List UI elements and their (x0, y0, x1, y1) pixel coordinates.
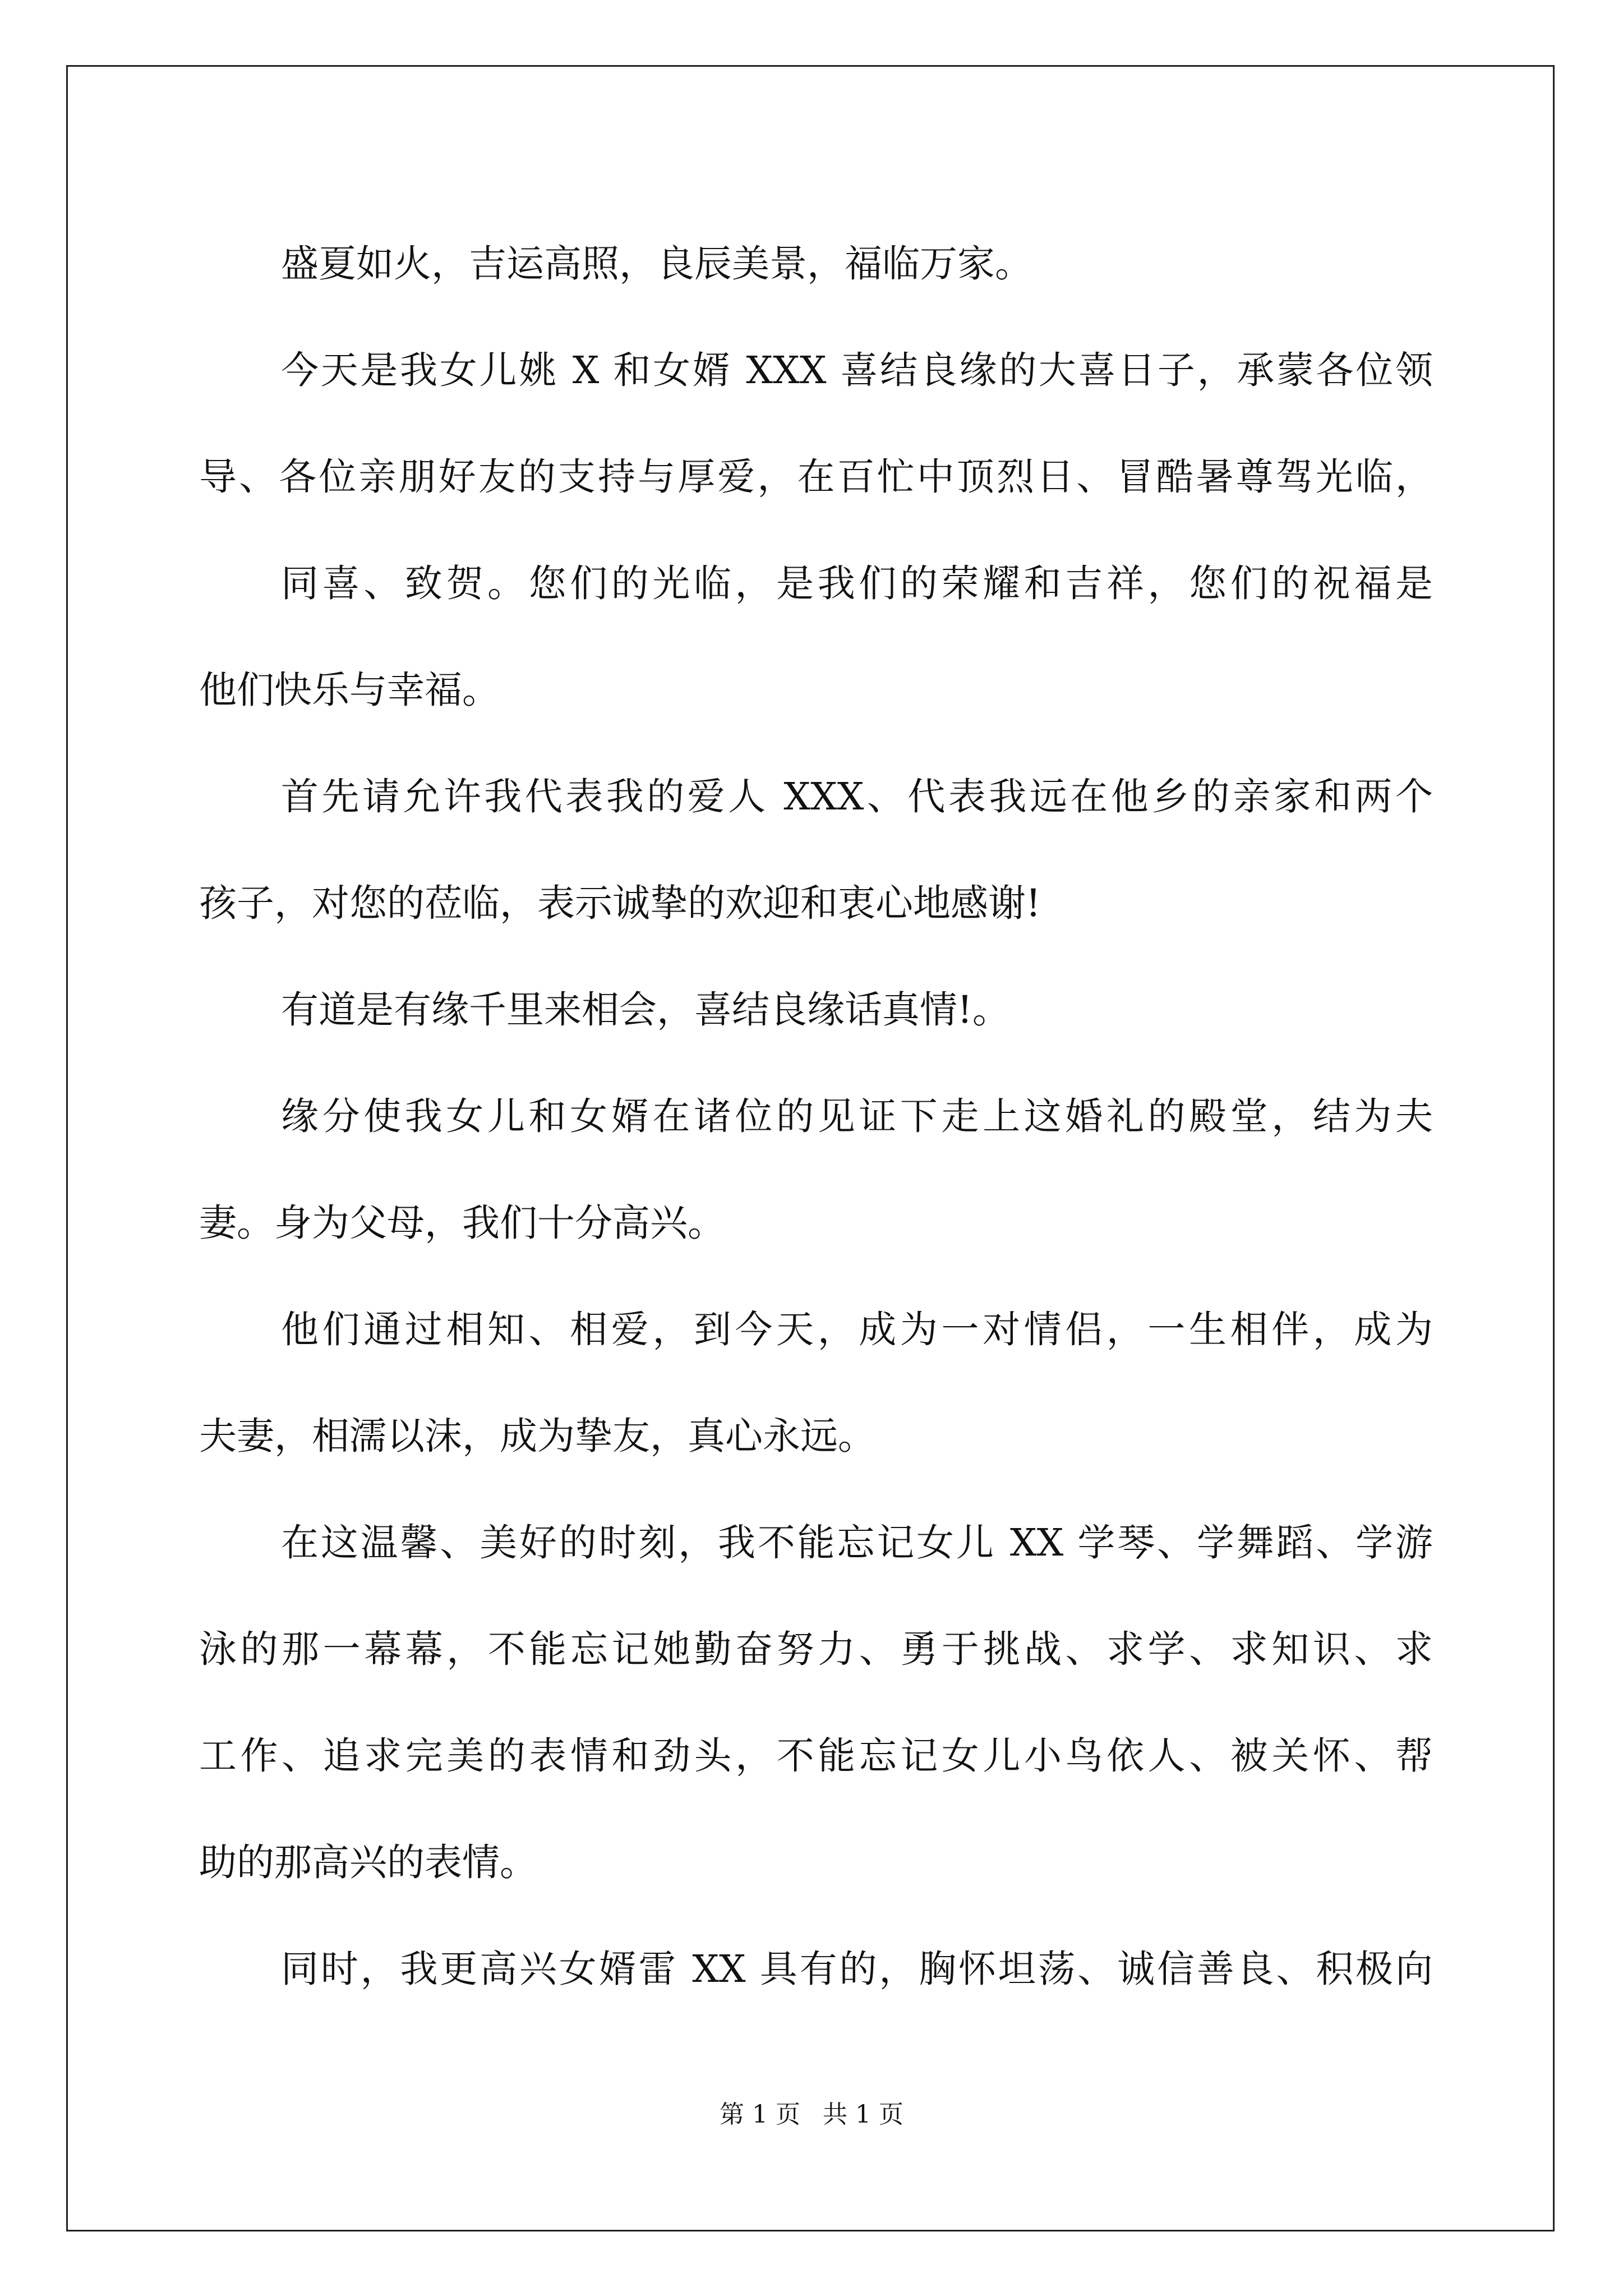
text-line: 盛夏如火，吉运高照，良辰美景，福临万家。 (281, 242, 1032, 286)
text-line: 助的那高兴的表情。 (199, 1841, 537, 1884)
page-number: 第 1 页 (720, 2100, 800, 2129)
text-line: 同喜、致贺。您们的光临，是我们的荣耀和吉祥，您们的祝福是 (281, 562, 1433, 605)
text-line: 有道是有缘千里来相会，喜结良缘话真情!。 (281, 988, 1010, 1032)
text-line: 今天是我女儿姚 X 和女婿 XXX 喜结良缘的大喜日子，承蒙各位领 (281, 348, 1433, 392)
page-total: 共 1 页 (823, 2100, 903, 2129)
text-line: 工作、追求完美的表情和劲头，不能忘记女儿小鸟依人、被关怀、帮 (199, 1734, 1433, 1778)
text-line: 在这温馨、美好的时刻，我不能忘记女儿 XX 学琴、学舞蹈、学游 (281, 1521, 1433, 1565)
text-line: 他们通过相知、相爱，到今天，成为一对情侣，一生相伴，成为 (281, 1308, 1433, 1351)
text-line: 妻。身为父母，我们十分高兴。 (199, 1201, 725, 1245)
text-line: 泳的那一幕幕，不能忘记她勤奋努力、勇于挑战、求学、求知识、求 (199, 1627, 1433, 1671)
text-line: 缘分使我女儿和女婿在诸位的见证下走上这婚礼的殿堂，结为夫 (281, 1094, 1433, 1138)
text-line: 夫妻，相濡以沫，成为挚友，真心永远。 (199, 1414, 875, 1458)
text-line: 首先请允许我代表我的爱人 XXX、代表我远在他乡的亲家和两个 (281, 775, 1433, 818)
text-line: 他们快乐与幸福。 (199, 668, 500, 712)
page-footer (0, 2098, 1623, 2132)
document-body (199, 210, 1433, 2022)
text-line: 导、各位亲朋好友的支持与厚爱，在百忙中顶烈日、冒酷暑尊驾光临， (199, 455, 1433, 499)
text-line: 同时，我更高兴女婿雷 XX 具有的，胸怀坦荡、诚信善良、积极向 (281, 1947, 1433, 1991)
text-line: 孩子，对您的莅临，表示诚挚的欢迎和衷心地感谢! (199, 881, 1041, 925)
